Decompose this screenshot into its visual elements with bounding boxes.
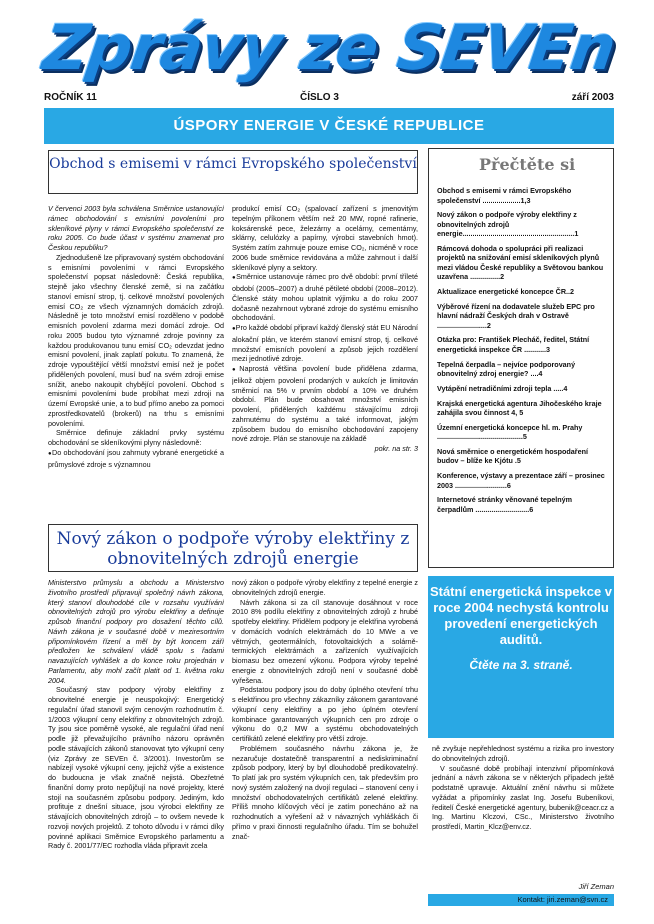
article2-col2-paragraph: Podstatou podpory jsou do doby úplného otevření trhu s elektřinou pro všechny zákazníky zákonem garantované výkupní ceny elektřiny a po jeho úplném otevření kombinace garantovaných výkupních cen pro zdroje o výkonu do 0,2 MW a systému obchodovatelných certifikátů zelené elektřiny pro větší zdroje. — [232, 685, 418, 743]
toc-item[interactable]: Rámcová dohoda o spolupráci při realizaci projektů na snižování emisí skleníkových plynů mezi vládou České republiky a Světovou bankou uzavřena ...............2 — [437, 243, 604, 282]
contact-bar[interactable]: Kontakt: jiri.zeman@svn.cz — [428, 894, 614, 906]
article2-column-1 — [48, 578, 224, 904]
article2-column-3 — [432, 744, 614, 850]
article2-col3-paragraph: V současné době probíhají intenzivní připomínková jednání a návrh zákona se v některých případech ještě podstatně upravuje. Aktuální znění návrhu si můžete vyžádat a připomínky zaslat Ing. Josefu Bubeníkovi, ředitelí České energetické agentury, bubenik@ceacr.cz a Ing. Martinu Klczovi, CSc., Ministerstvo životního prostředí, Martin_Klcz@env.cz. — [432, 763, 614, 831]
article2-col1-paragraph: Ministerstvo průmyslu a obchodu a Ministerstvo životního prostředí připravují společný návrh zákona, který stanoví dlouhodobé cíle v rozsahu využívání obnovitelných zdrojů pro výrobu elektřiny a definuje způsob finanční podpory pro dosažení těchto cílů. Návrh zákona je v současné době v meziresortním připomínkovém řízení a měl by být koncem září předložen ke schválení vládě spolu s řadami navazujících vyhlášek a do konce roku projednán v Parlamentu, aby mohl začít platit od 1. května roku 2004. — [48, 578, 224, 685]
masthead-title: Zprávy ze SEVEn — [38, 11, 620, 84]
toc-item[interactable]: Konference, výstavy a prezentace září – prosinec 2003 ..........................6 — [437, 471, 605, 490]
toc-item[interactable]: Vytápění netradičními zdroji tepla .....4 — [437, 383, 568, 393]
promo-box[interactable] — [428, 576, 614, 738]
article1-col1-paragraph: ● Do obchodování jsou zahrnuty vybrané energetické a průmyslové zdroje s významnou — [48, 448, 224, 470]
toc-item[interactable]: Nový zákon o podpoře výroby elektřiny z obnovitelných zdrojů energie........................................................1 — [437, 210, 579, 239]
article2-col2-paragraph: nový zákon o podpoře výroby elektřiny z tepelné energie z obnovitelných zdrojů energie. — [232, 578, 418, 597]
article1-column-2 — [232, 204, 418, 530]
issue-bar — [44, 92, 614, 106]
toc-item[interactable]: Výběrové řízení na dodavatele služeb EPC pro hlavní nádraží Českých drah v Ostravě .........................2 — [437, 301, 595, 330]
sidebar-toc — [428, 148, 614, 568]
toc-item[interactable]: Krajská energetická agentura Jihočeského kraje zahájila svou činnost 4, 5 — [437, 398, 602, 417]
article2-title: Nový zákon o podpoře výroby elektřiny z obnovitelných zdrojů energie — [48, 524, 418, 572]
article1-col2-paragraph: ● Naprostá většina povolení bude přidělena zdarma, jelikož objem povolení prodaných v aukcích je limitován směrnicí na 5% v prvním období a 10% ve druhém období. Plán bude obsahovat množství emisních povolení, přidělených každému stávajícímu zdroji zahrnutému do systému a také informovat, jakým způsobem budou do emisního obchodování zapojeny nové zdroje. Plán se stanovuje na základě — [232, 364, 418, 444]
article2-column-2 — [232, 578, 418, 904]
article1-col2-paragraph: pokr. na str. 3 — [374, 444, 418, 453]
toc-item[interactable]: Aktualizace energetické koncepce ČR..2 — [437, 287, 575, 297]
toc-item[interactable]: Nová směrnice o energetickém hospodaření budov – blíže ke Kjótu .5 — [437, 446, 588, 466]
author-credit: Jiří Zeman — [578, 882, 614, 891]
article1-col2-paragraph: ● Směrnice ustanovuje rámec pro dvě období: první tříleté období (2005–2007) a druhé pětileté období (2008–2012). Členské státy mohou uplatnit výjimku a do roku 2007 dočasně nezahrnout vybrané zdroje do systému emisního obchodování. — [232, 272, 418, 323]
section-banner: ÚSPORY ENERGIE V ČESKÉ REPUBLICE — [44, 108, 614, 144]
article1-col2-paragraph: produkcí emisí CO₂ (spalovací zařízení s jmenovitým tepelným příkonem větším než 20 MW, ropné rafinerie, koksárenské pece, železárny a ocelárny, cementárny, sklárny, celulózky a papírny, výrobci stavebních hmot). Systém zatím zahrnuje pouze emise CO₂, nicméně v roce 2006 bude směrnice revidována a může zahrnout i další skleníkové plyny a sektory. — [232, 204, 418, 272]
masthead — [38, 8, 624, 88]
article2-col2-paragraph: Návrh zákona si za cíl stanovuje dosáhnout v roce 2010 8% podílu elektřiny z obnovitelných zdrojů z hrubé spotřeby elektřiny. Přidělem podpory je elektřina vyrobená v domácích vodních elektrárnách do 10 MWe a ve větrných, geotermálních, fotovoltaických a solárně-termických elektrárnách a zařízeních využívajících biomasu bez omezení výkonu. Podpora výroby tepelné energie z obnovitelných zdrojů není v současné době vyřešena. — [232, 597, 418, 685]
article2-col3-paragraph: ně zvyšuje nepřehlednost systému a rizika pro investory do obnovitelných zdrojů. — [432, 744, 614, 763]
article1-col1-paragraph: Zjednodušeně lze připravovaný systém obchodování s emisními povoleními v rámci Evropského společenství popsat následovně: Česká republika, stejně jako všechny členské země, si na začátku stanoví emisní strop, tj. celkové množství povolených emisí CO₂ ze všech významných domácích zdrojů. Následně je toto množství emisí rozděleno v podobě emisních povolení zdarma mezi domácí zdroje. Od roku 2005 budou tyto významné zdroje povinny za každou produkovanou tunu emisí CO₂ odevzdat jedno emisní povolení, jinak zaplatí pokutu. To znamená, že zdroje vypouštějící větší množství emisí než je počet přidělených povolení, musí buď na svém zdroji emise snížit, anebo nakoupit chybějící povolení. Obchod s emisními povoleními bude probíhat mezi zdroji na území Evropské unie, a to buď přímo anebo za pomoci zprostředkovatelů (brokerů) na trhu s emisními povoleními. — [48, 252, 224, 428]
toc-item[interactable]: Tepelná čerpadla – nejvíce podporovaný obnovitelný zdroj energie? ....4 — [437, 359, 576, 379]
toc-item[interactable]: Internetové stránky věnované tepelným čerpadlům ...........................6 — [437, 495, 573, 514]
article1-col2-paragraph: ● Pro každé období připraví každý členský stát EU Národní alokační plán, ve kterém stanoví emisní strop, tj. celkové množství emisních povolení a způsob jejich rozdělení mezi jednotlivé zdroje. — [232, 323, 418, 364]
promo-cta[interactable]: Čtěte na 3. straně. — [469, 658, 573, 672]
promo-text: Státní energetická inspekce v roce 2004 nechystá kontrolu provedení energetických auditů. — [429, 584, 613, 647]
toc-item[interactable]: Obchod s emisemi v rámci Evropského společenství ...................1,3 — [437, 186, 572, 205]
toc-item[interactable]: Otázka pro: František Plecháč, ředitel, Státní energetická inspekce ČR ...........3 — [437, 335, 590, 354]
issue-number: ČÍSLO 3 — [300, 92, 339, 103]
sidebar-title: Přečtěte si — [479, 155, 576, 174]
issue-volume: ROČNÍK 11 — [44, 92, 97, 103]
article1-col1-paragraph: Směrnice definuje základní prvky systému obchodování se skleníkovými plyny následovně: — [48, 428, 224, 447]
article2-col1-paragraph: Současný stav podpory výroby elektřiny z obnovitelné energie je neuspokojivý: Energetický regulační úřad stanovil svým cenovým rozhodnutím č. 1/2003 výkupní ceny elektřiny z obnovitelných zdrojů. Ty jsou sice poměrně vysoké, ale regulační úřad není podle již převažujícího právního názoru oprávněn podle stávajících zákonů stanovovat tyto výkupní ceny (viz Zprávy ze SEVEn č. 3/2001). Investorům se nabízejí vysoké výkupní ceny, jejichž výše a existence do budoucna je však značně nejistá. Obezřetné finanční domy proto nepůjčují na nové projekty, které stojí na současném způsobu podpory. Jediným, kdo profituje z dnešní situace, jsou výrobci elektřiny ze stávajících obnovitelných zdrojů – to ovšem nevede k rozvoji nových projektů. Z tohoto důvodu i v rámci díky povinné aplikaci Směrnice Evropského parlamentu a Rady č. 2001/77/EC rozhodla vláda připravit zcela — [48, 685, 224, 851]
article1-title: Obchod s emisemi v rámci Evropského společenství — [48, 150, 418, 194]
issue-date: září 2003 — [571, 92, 614, 103]
article1-column-1 — [48, 204, 224, 530]
toc-item[interactable]: Územní energetická koncepce hl. m. Prahy ...........................................5 — [437, 422, 583, 442]
article2-col2-paragraph: Problémem současného návrhu zákona je, že nezaručuje dostatečně transparentní a nediskriminační způsob podpory, který by byl dlouhodobě predikovatelný. To platí jak pro systém výkupních cen, tak především pro nový systém založený na dvojí regulaci – stanovení ceny i množství obchodovatelných certifikátů zelené elektřiny. Příliš mnoho klíčových věcí je zatím ponecháno až na rozhodnutích a vyřešení až v návazných vyhláškách či přímo v praxi činnosti regulačního úřadu. Tím se bohužel znač- — [232, 743, 418, 841]
article1-col1-paragraph: V červenci 2003 byla schválena Směrnice ustanovující rámec obchodování s emisními povoleními pro skleníkové plyny v rámci Evropského společenství ze roku 2005. Co bude účast v systému znamenat pro Českou republiku? — [48, 204, 224, 252]
toc-list — [437, 186, 607, 514]
